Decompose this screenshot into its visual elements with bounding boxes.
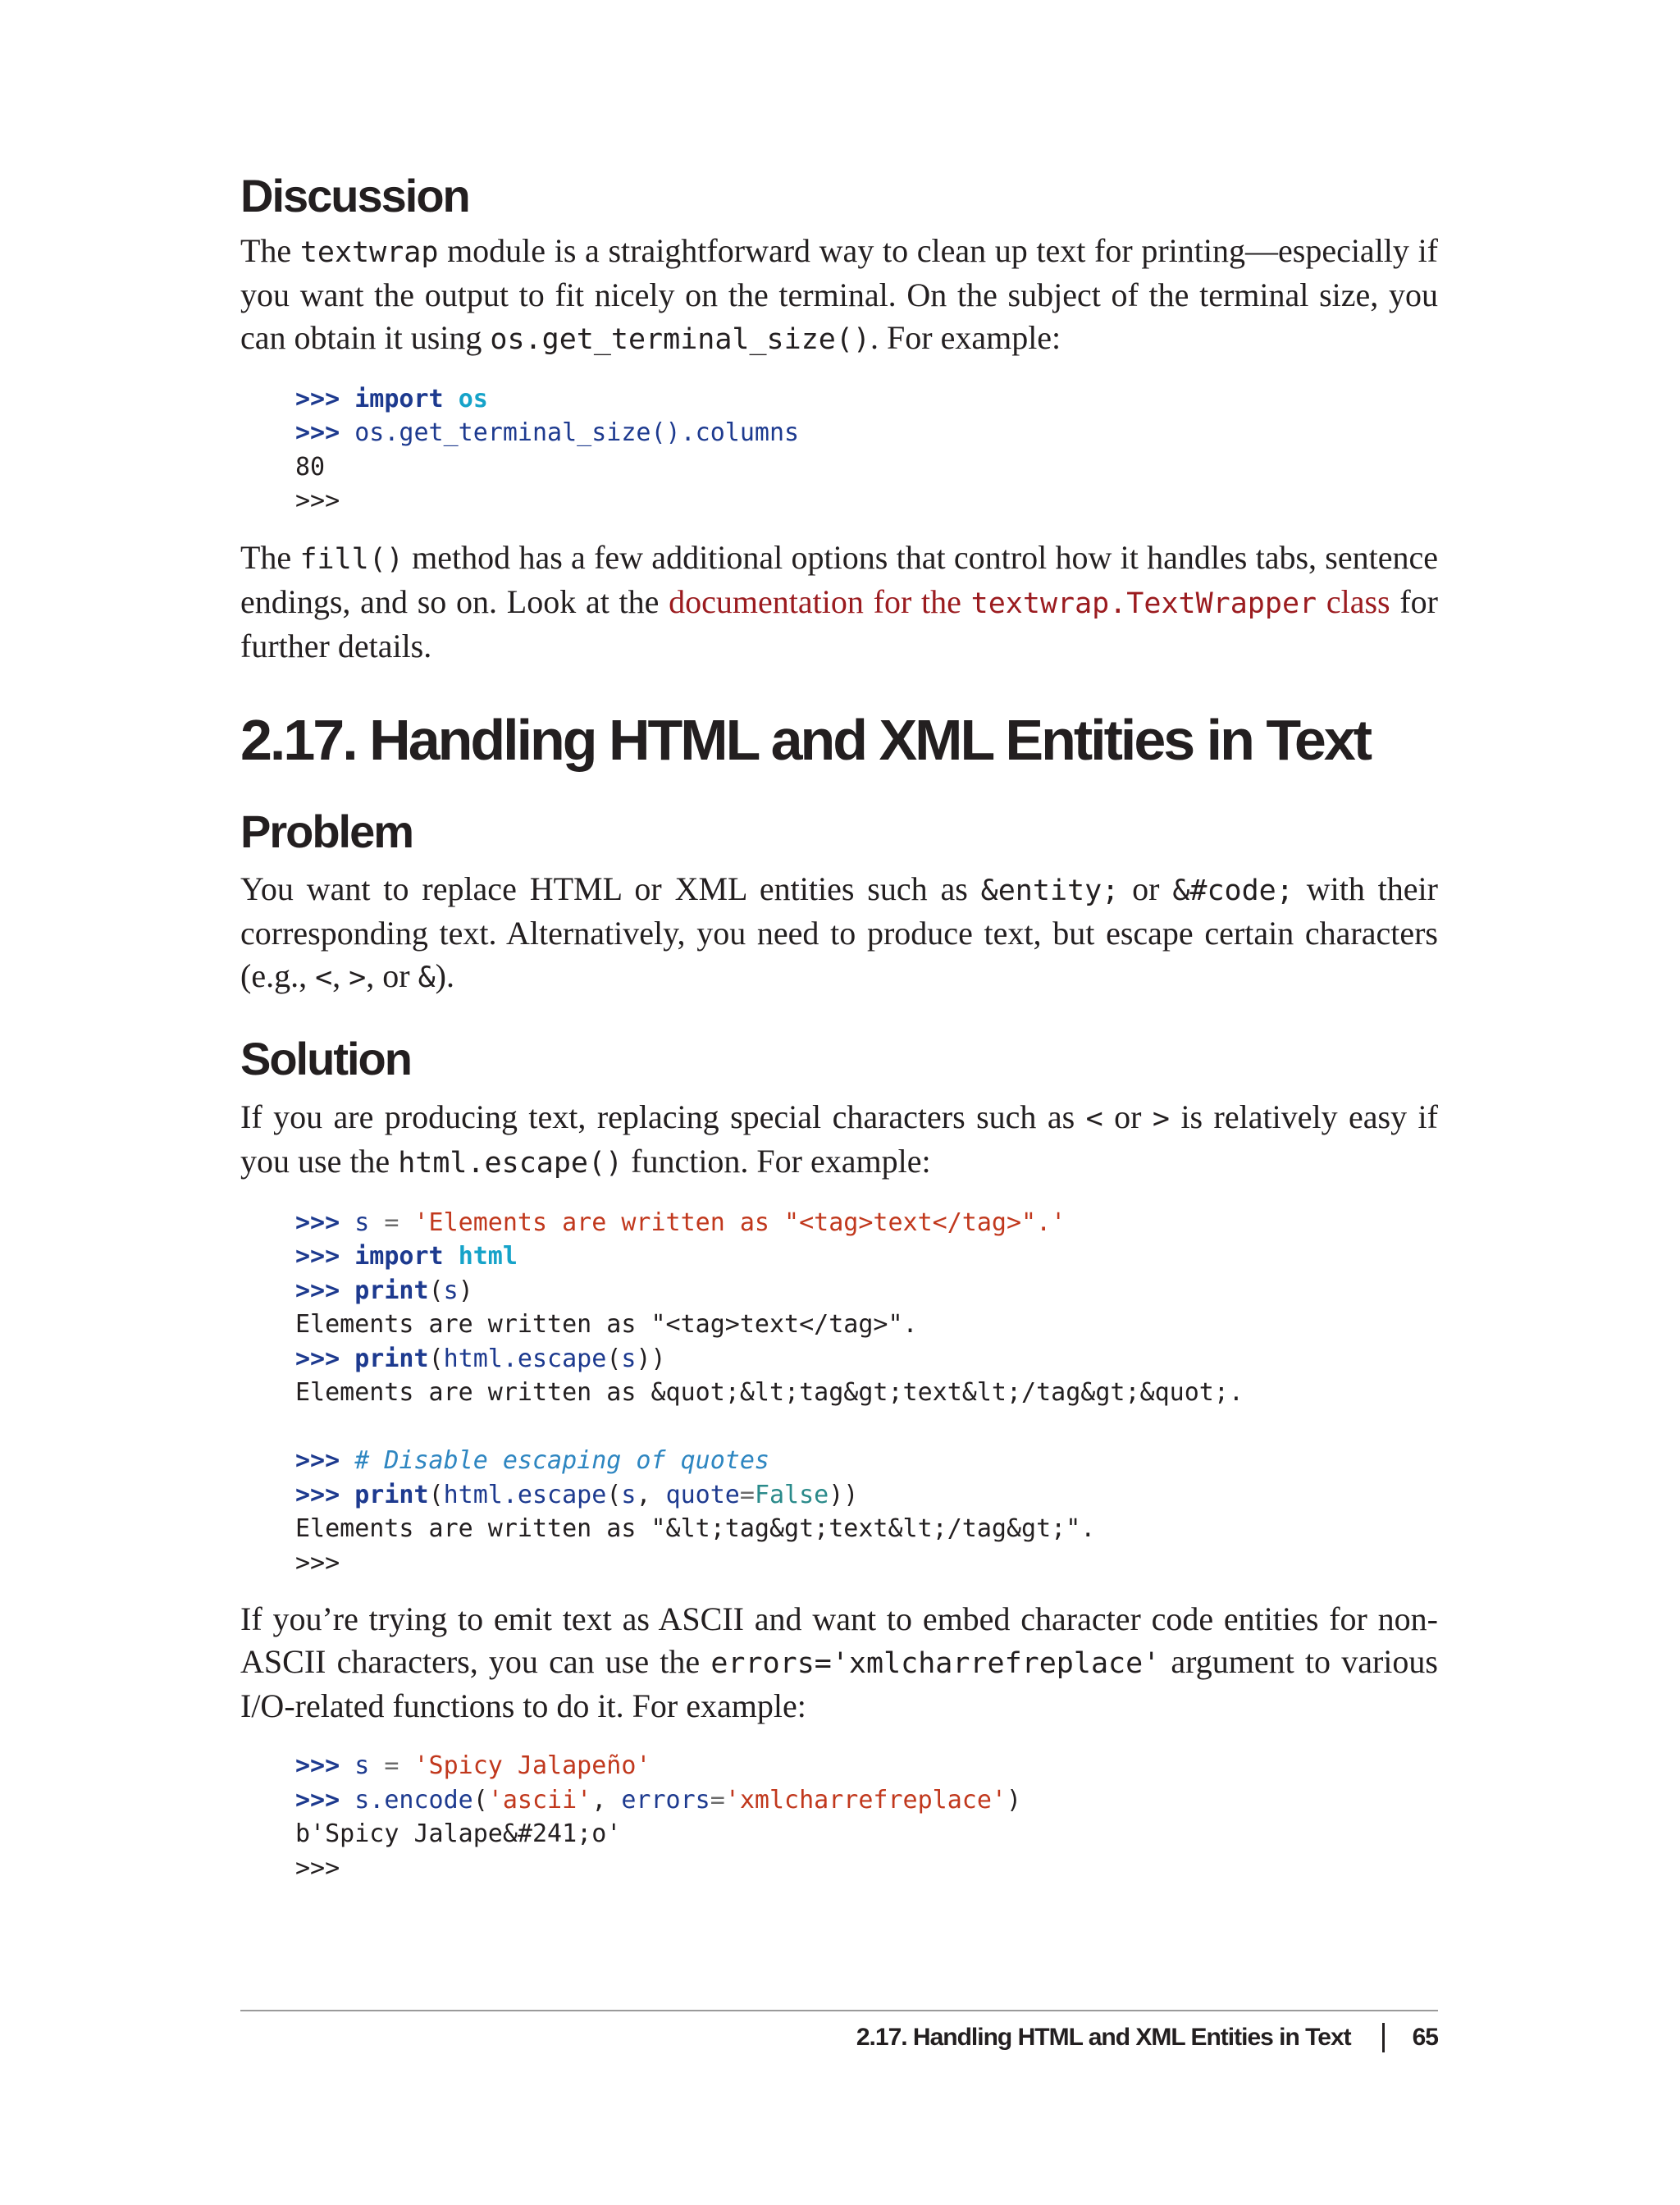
problem-heading: Problem [240, 805, 413, 857]
inline-code: < [315, 961, 333, 995]
discussion-paragraph-2: The fill() method has a few additional options that control how it handles tabs, sentence endings, and so on. Look at the documentation for the textwrap.TextWrapper class for further details. [240, 538, 1438, 664]
inline-code: os.get_terminal_size() [490, 322, 870, 356]
inline-code: errors='xmlcharrefreplace' [710, 1647, 1161, 1681]
problem-paragraph: You want to replace HTML or XML entities such as &entity; or &#code; with their corresponding text. Alternatively, you need to produce text, but escape certain characters (e.g., <, >, or &). [240, 870, 1438, 995]
inline-code: > [349, 961, 367, 995]
footer-divider [240, 2010, 1438, 2011]
footer-separator [1382, 2023, 1385, 2052]
code-block-encode: >>> s = 'Spicy Jalapeño' >>> s.encode('ascii', errors='xmlcharrefreplace') b'Spicy Jalape&#241;o' >>> [295, 1751, 1022, 1883]
code-block-terminal-size: >>> import os >>> os.get_terminal_size().columns 80 >>> [295, 384, 800, 516]
running-footer-title: 2.17. Handling HTML and XML Entities in Text [856, 2024, 1351, 2051]
inline-code: html.escape() [398, 1146, 623, 1180]
page-footer [856, 2023, 1438, 2052]
page-content [240, 171, 1438, 1885]
inline-code: &#code; [1172, 874, 1294, 908]
solution-heading: Solution [240, 1033, 411, 1085]
solution-paragraph-1: If you are producing text, replacing special characters such as < or > is relatively easy if you use the html.escape() function. For example: [240, 1098, 1438, 1180]
solution-paragraph-2: If you’re trying to emit text as ASCII and want to embed character code entities for non-ASCII characters, you can use the errors='xmlcharrefreplace' argument to various I/O-related functions to do it. For example: [240, 1600, 1438, 1725]
code-block-html-escape: >>> s = 'Elements are written as "<tag>text</tag>".' >>> import html >>> print(s) Elements are written as "<tag>text</tag>". >>> print(html.escape(s)) Elements are written as &quot;&lt;tag&gt;text&lt;/tag&gt;&quot;. >>> # Disable escaping of quotes >>> print(html.escape(s, quote=False)) Elements are written as "&lt;tag&gt;text&lt;/tag&gt;". >>> [295, 1208, 1244, 1577]
inline-code: &entity; [980, 874, 1120, 908]
inline-code: & [418, 961, 436, 995]
page-number: 65 [1412, 2024, 1438, 2051]
recipe-title: 2.17. Handling HTML and XML Entities in Text [240, 707, 1371, 772]
inline-code: fill() [299, 542, 404, 576]
textwrapper-documentation-link[interactable]: documentation for the textwrap.TextWrapper class [669, 582, 1390, 620]
inline-code: < [1085, 1102, 1103, 1135]
discussion-heading: Discussion [240, 170, 469, 221]
discussion-paragraph-1: The textwrap module is a straightforward way to clean up text for printing—especially if you want the output to fit nicely on the terminal. On the subject of the terminal size, you can obtain it using os.get_terminal_size(). For example: [240, 231, 1439, 356]
inline-code: > [1152, 1102, 1170, 1135]
inline-code: textwrap [299, 235, 439, 269]
